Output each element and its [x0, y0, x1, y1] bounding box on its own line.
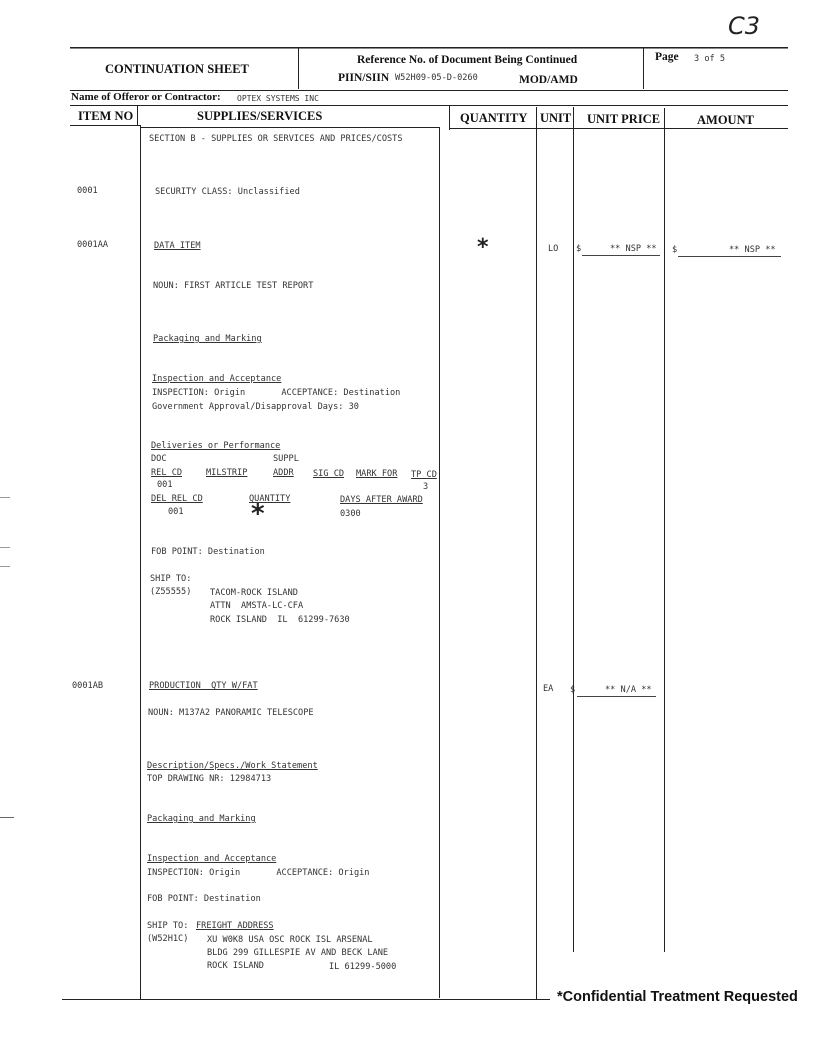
item-0001AB-freight-address: FREIGHT ADDRESS — [196, 921, 274, 931]
item-0001AB-number: 0001AB — [72, 681, 104, 691]
deliveries-milstrip-label: MILSTRIP — [206, 468, 248, 478]
item-0001AA-ship-to: SHIP TO: — [150, 574, 192, 584]
deliveries-quantity-mark: * — [251, 499, 265, 529]
item-0001AA-ship-line-3: ROCK ISLAND IL 61299-7630 — [210, 615, 350, 625]
deliveries-del-rel-cd-label: DEL REL CD — [151, 494, 203, 504]
item-0001AB-noun: NOUN: M137A2 PANORAMIC TELESCOPE — [148, 708, 314, 718]
item-0001AA-price: ** NSP ** — [610, 244, 657, 254]
header-divider-1 — [298, 47, 299, 89]
col-amount: AMOUNT — [697, 113, 754, 127]
offeror-label: Name of Offeror or Contractor: — [71, 91, 221, 103]
page-label: Page — [655, 51, 679, 63]
item-0001AB-unit: EA — [543, 684, 554, 694]
margin-tick-2 — [0, 547, 10, 548]
item-0001AA-ship-code: (Z55555) — [150, 587, 192, 597]
item-0001AB-ship-line-1: XU W0K8 USA OSC ROCK ISL ARSENAL — [207, 935, 373, 945]
item-0001AA-fob: FOB POINT: Destination — [151, 547, 265, 557]
col-line-item — [140, 125, 141, 1000]
item-0001AA-title: DATA ITEM — [154, 241, 201, 251]
item-0001AB-ship-line-3: ROCK ISLAND — [207, 961, 264, 971]
item-0001AA-packaging: Packaging and Marking — [153, 334, 262, 344]
item-0001AA-qty-mark: * — [477, 235, 489, 260]
offeror-bottom-border — [70, 105, 788, 106]
margin-tick-4 — [0, 817, 14, 818]
item-0001AA-deliveries-heading: Deliveries or Performance — [151, 441, 281, 451]
item-0001AB-packaging: Packaging and Marking — [147, 814, 256, 824]
deliveries-doc-label: DOC — [151, 454, 167, 464]
item-0001-number: 0001 — [77, 186, 98, 196]
header-top-border-shadow — [70, 48, 788, 49]
item-0001AB-ship-code: (W52H1C) — [147, 934, 189, 944]
header-divider-2 — [643, 47, 644, 89]
piin-value: W52H09-05-D-0260 — [395, 73, 478, 83]
col-line-supplies-top — [449, 105, 450, 130]
item-0001AB-fob: FOB POINT: Destination — [147, 894, 261, 904]
col-line-unit — [573, 107, 574, 952]
offeror-value: OPTEX SYSTEMS INC — [237, 94, 319, 103]
item-0001AB-ship-line-3-zip: IL 61299-5000 — [329, 962, 397, 972]
item-0001AA-approval-line: Government Approval/Disapproval Days: 30 — [152, 402, 359, 412]
col-item-no: ITEM NO — [78, 109, 134, 123]
deliveries-rel-cd-value: 001 — [157, 480, 173, 490]
col-supplies: SUPPLIES/SERVICES — [197, 109, 323, 123]
deliveries-rel-cd-label: REL CD — [151, 468, 183, 478]
deliveries-quantity-label: QUANTITY — [249, 494, 291, 504]
deliveries-mark-for-label: MARK FOR — [356, 469, 398, 479]
deliveries-days-value: 0300 — [340, 509, 361, 519]
item-0001AB-price-underline — [577, 696, 656, 697]
col-header-bottom-b — [140, 127, 440, 128]
item-0001AB-drawing: TOP DRAWING NR: 12984713 — [147, 774, 272, 784]
col-line-quantity — [536, 107, 537, 1000]
deliveries-tp-cd-value: 3 — [423, 482, 429, 492]
item-0001AA-inspection-line: INSPECTION: Origin ACCEPTANCE: Destination — [152, 388, 401, 398]
item-0001AA-ship-line-1: TACOM-ROCK ISLAND — [210, 588, 298, 598]
item-0001AB-ship-to: SHIP TO: — [147, 921, 189, 931]
col-line-price — [664, 108, 665, 952]
item-0001AA-number: 0001AA — [77, 240, 109, 250]
item-0001AA-amount: ** NSP ** — [729, 245, 776, 255]
item-0001AA-noun: NOUN: FIRST ARTICLE TEST REPORT — [153, 281, 314, 291]
item-0001AB-title: PRODUCTION QTY W/FAT — [149, 681, 258, 691]
item-0001AB-price-dollar: $ — [570, 685, 576, 695]
col-header-bottom-c — [449, 128, 788, 129]
item-0001AA-price-underline — [582, 255, 660, 256]
deliveries-sig-cd-label: SIG CD — [313, 469, 345, 479]
item-0001AB-ship-line-2: BLDG 299 GILLESPIE AV AND BECK LANE — [207, 948, 389, 958]
item-0001AA-amount-dollar: $ — [672, 245, 678, 255]
item-0001-security: SECURITY CLASS: Unclassified — [155, 187, 300, 197]
margin-tick-1 — [0, 497, 10, 498]
deliveries-tp-cd-label: TP CD — [411, 470, 437, 480]
page-bottom-border — [62, 999, 550, 1000]
item-0001AB-price: ** N/A ** — [605, 685, 652, 695]
item-0001AB-inspection-heading: Inspection and Acceptance — [147, 854, 277, 864]
col-unit-price: UNIT PRICE — [587, 112, 661, 126]
item-0001AA-unit: LO — [548, 244, 559, 254]
item-0001AA-amount-underline — [678, 256, 781, 257]
col-header-bottom-a — [70, 125, 140, 126]
margin-tick-3 — [0, 566, 10, 567]
col-sep-item — [137, 105, 138, 125]
deliveries-del-rel-cd-value: 001 — [168, 507, 184, 517]
section-b-heading: SECTION B - SUPPLIES OR SERVICES AND PRICES/COSTS — [149, 134, 403, 144]
item-0001AA-ship-line-2: ATTN AMSTA-LC-CFA — [210, 601, 304, 611]
deliveries-addr-label: ADDR — [273, 468, 294, 478]
page-value: 3 of 5 — [694, 54, 726, 64]
col-line-supplies — [439, 128, 440, 998]
col-unit: UNIT — [540, 111, 572, 125]
col-quantity: QUANTITY — [460, 111, 528, 125]
item-0001AB-inspection-line: INSPECTION: Origin ACCEPTANCE: Origin — [147, 868, 370, 878]
reference-label: Reference No. of Document Being Continued — [357, 54, 578, 66]
handwritten-page-mark: C3 — [728, 12, 761, 40]
deliveries-days-label: DAYS AFTER AWARD — [340, 495, 423, 505]
sheet-title: CONTINUATION SHEET — [105, 62, 249, 76]
item-0001AA-price-dollar: $ — [576, 244, 582, 254]
item-0001AB-description-heading: Description/Specs./Work Statement — [147, 761, 318, 771]
mod-amd-label: MOD/AMD — [519, 74, 578, 86]
item-0001AA-inspection-heading: Inspection and Acceptance — [152, 374, 282, 384]
deliveries-suppl-label: SUPPL — [273, 454, 299, 464]
confidential-footer: *Confidential Treatment Requested — [557, 989, 798, 1005]
piin-label: PIIN/SIIN — [338, 72, 390, 84]
